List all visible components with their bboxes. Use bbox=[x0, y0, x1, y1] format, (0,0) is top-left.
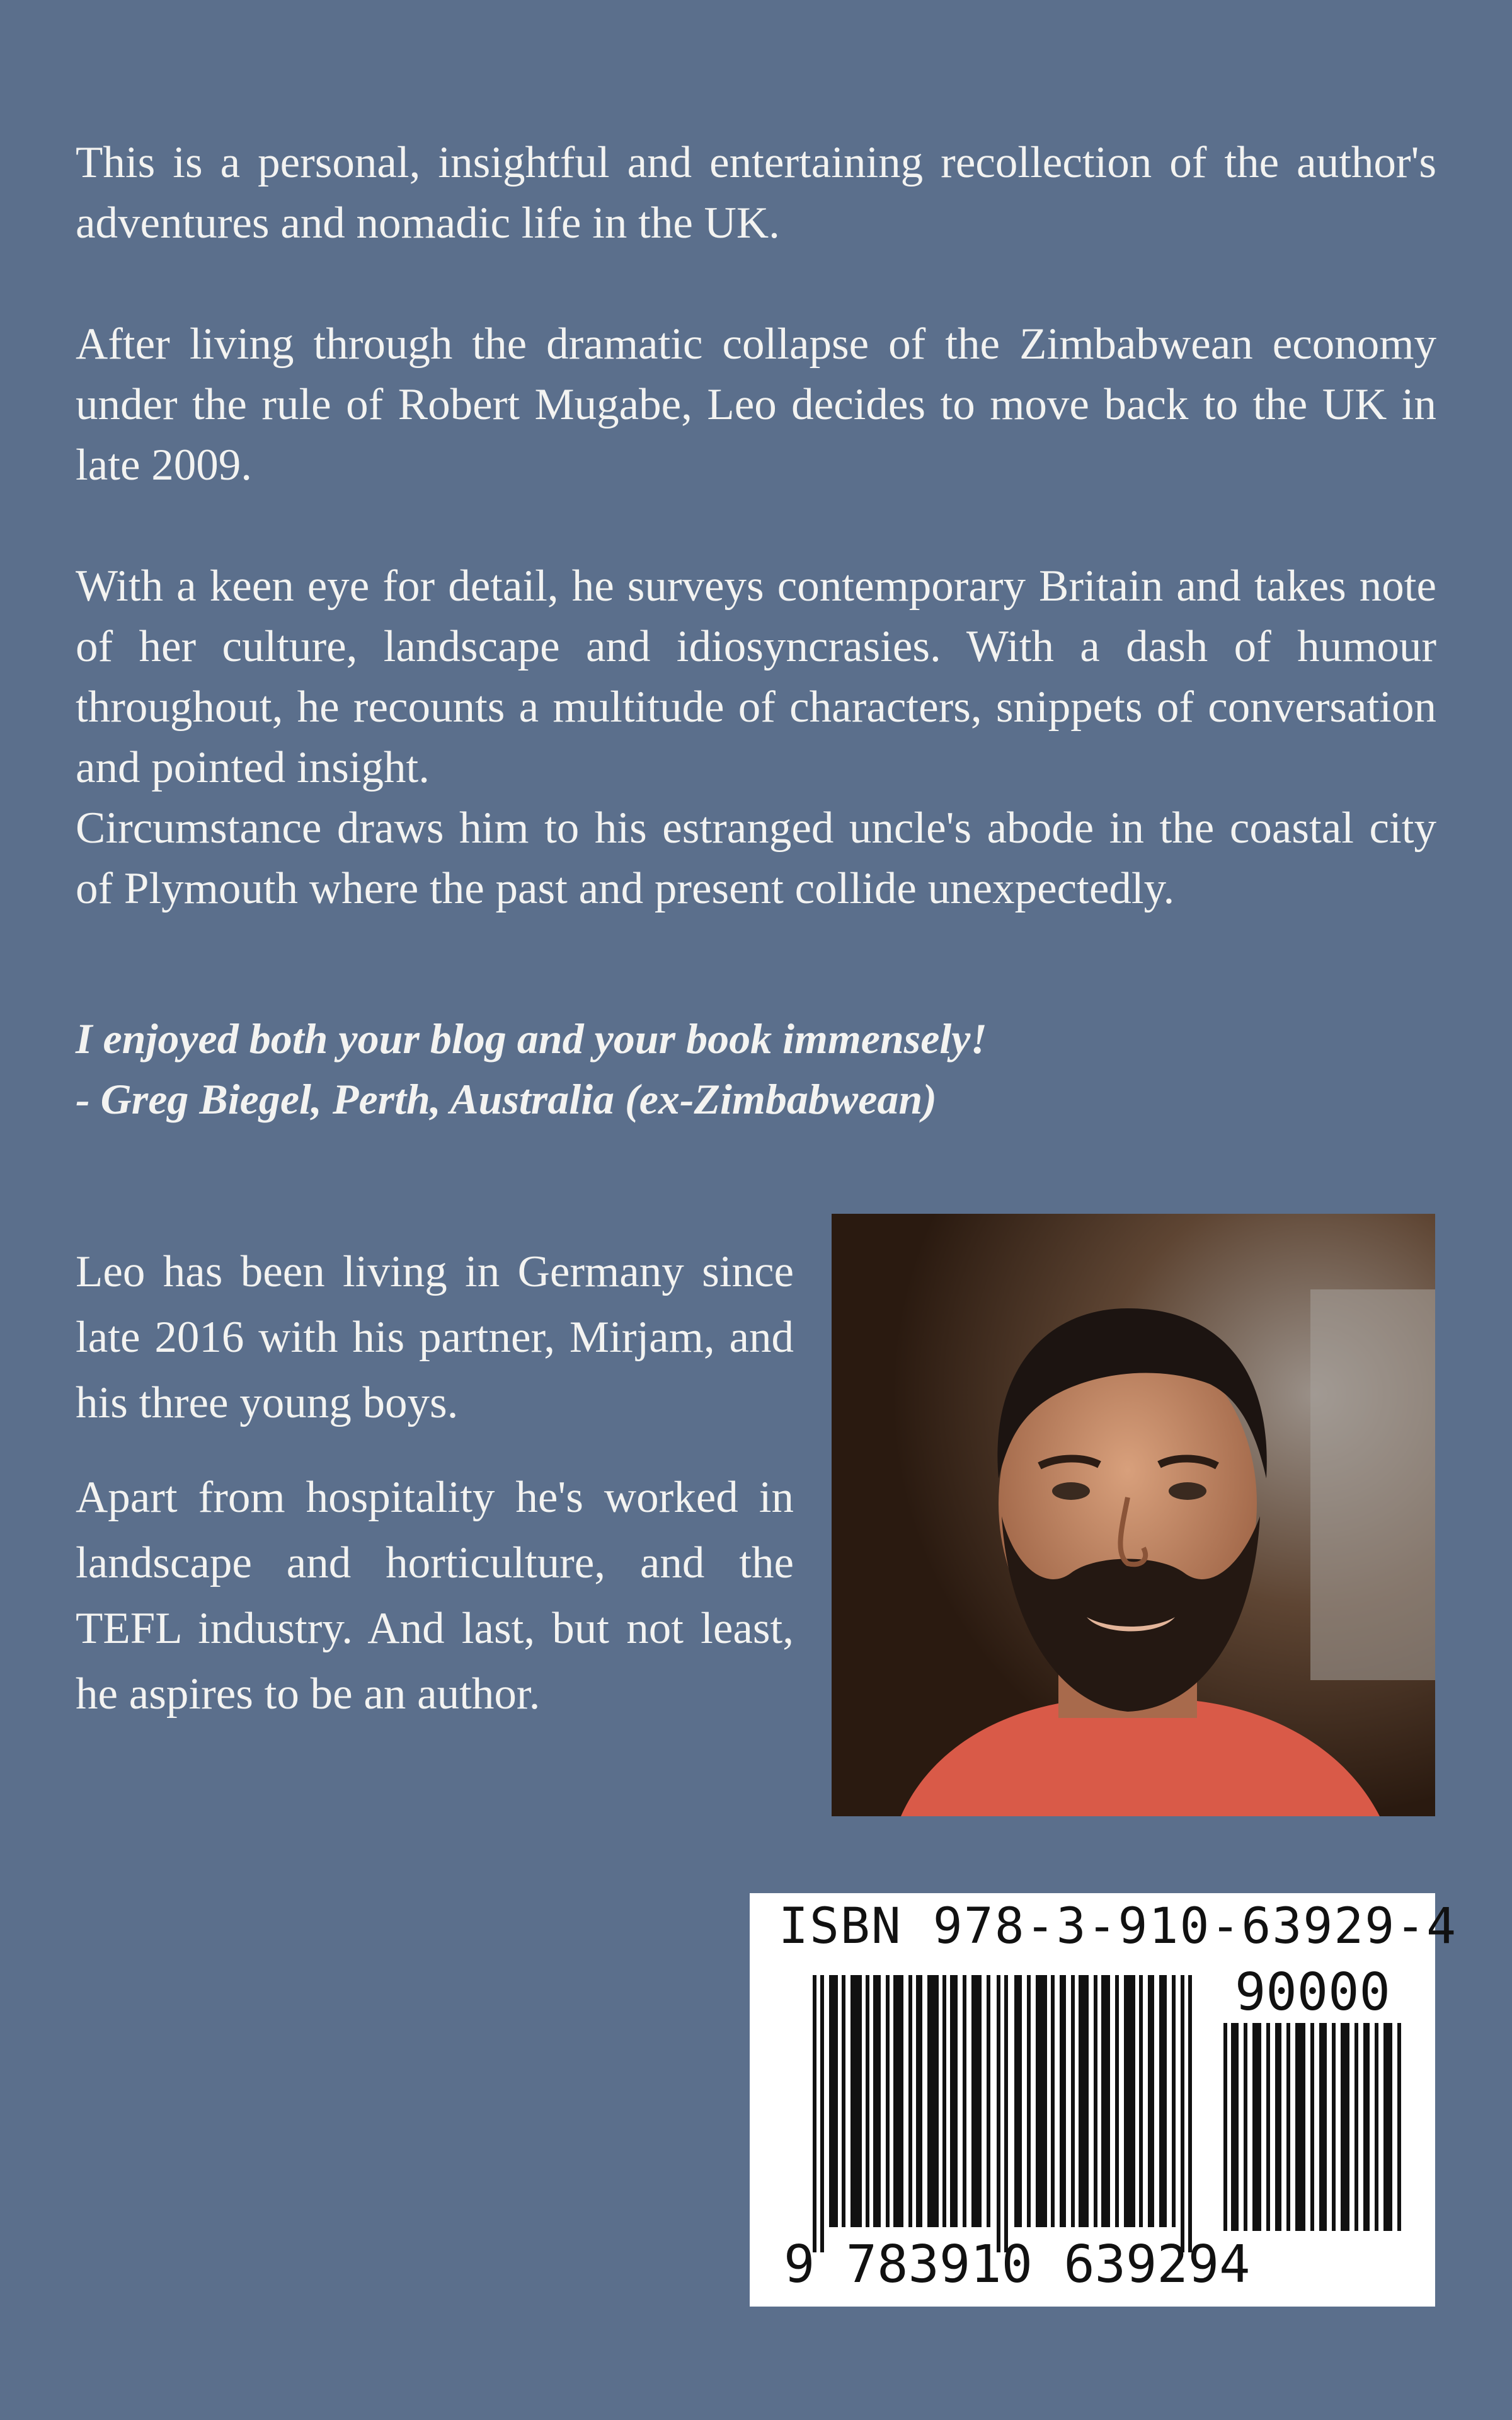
review-quote-text: I enjoyed both your blog and your book immensely! bbox=[76, 1015, 987, 1063]
barcode-ean-digits: 9 783910 639294 bbox=[784, 2235, 1251, 2295]
author-bio-paragraph-1: Leo has been living in Germany since late 2016 with his partner, Mirjam, and his three young boys. bbox=[76, 1247, 794, 1427]
review-quote bbox=[76, 1008, 1436, 1129]
barcode-addon-bars bbox=[1223, 2023, 1412, 2231]
isbn-barcode bbox=[750, 1893, 1458, 2307]
author-photo bbox=[832, 1214, 1435, 1816]
isbn-label: ISBN 978-3-910-63929-4 bbox=[779, 1898, 1458, 1955]
author-bio bbox=[76, 1239, 794, 1727]
author-bio-paragraph-2: Apart from hospitality he's worked in landscape and horticulture, and the TEFL industry. And last, but not least, he aspires to be an author. bbox=[76, 1473, 794, 1719]
blurb-paragraph-2: After living through the dramatic collapse of the Zimbabwean economy under the rule of Robert Mugabe, Leo decides to move back to the UK in late 2009. bbox=[76, 320, 1436, 490]
blurb-paragraph-3: With a keen eye for detail, he surveys contemporary Britain and takes note of her culture, landscape and idiosyncrasies. With a dash of humour throughout, he recounts a multitude of characters, snippets of conversation and pointed insight. bbox=[76, 562, 1436, 792]
blurb-paragraph-1: This is a personal, insightful and entertaining recollection of the author's adventures and nomadic life in the UK. bbox=[76, 138, 1436, 248]
review-attribution: - Greg Biegel, Perth, Australia (ex-Zimbabwean) bbox=[76, 1075, 937, 1123]
back-cover-blurb bbox=[76, 132, 1436, 919]
barcode-addon-code: 90000 bbox=[1235, 1962, 1390, 2022]
barcode-main-bars bbox=[813, 1975, 1203, 2252]
author-portrait-illustration bbox=[832, 1214, 1435, 1816]
blurb-paragraph-4: Circumstance draws him to his estranged uncle's abode in the coastal city of Plymouth where the past and present collide unexpectedly. bbox=[76, 804, 1436, 913]
